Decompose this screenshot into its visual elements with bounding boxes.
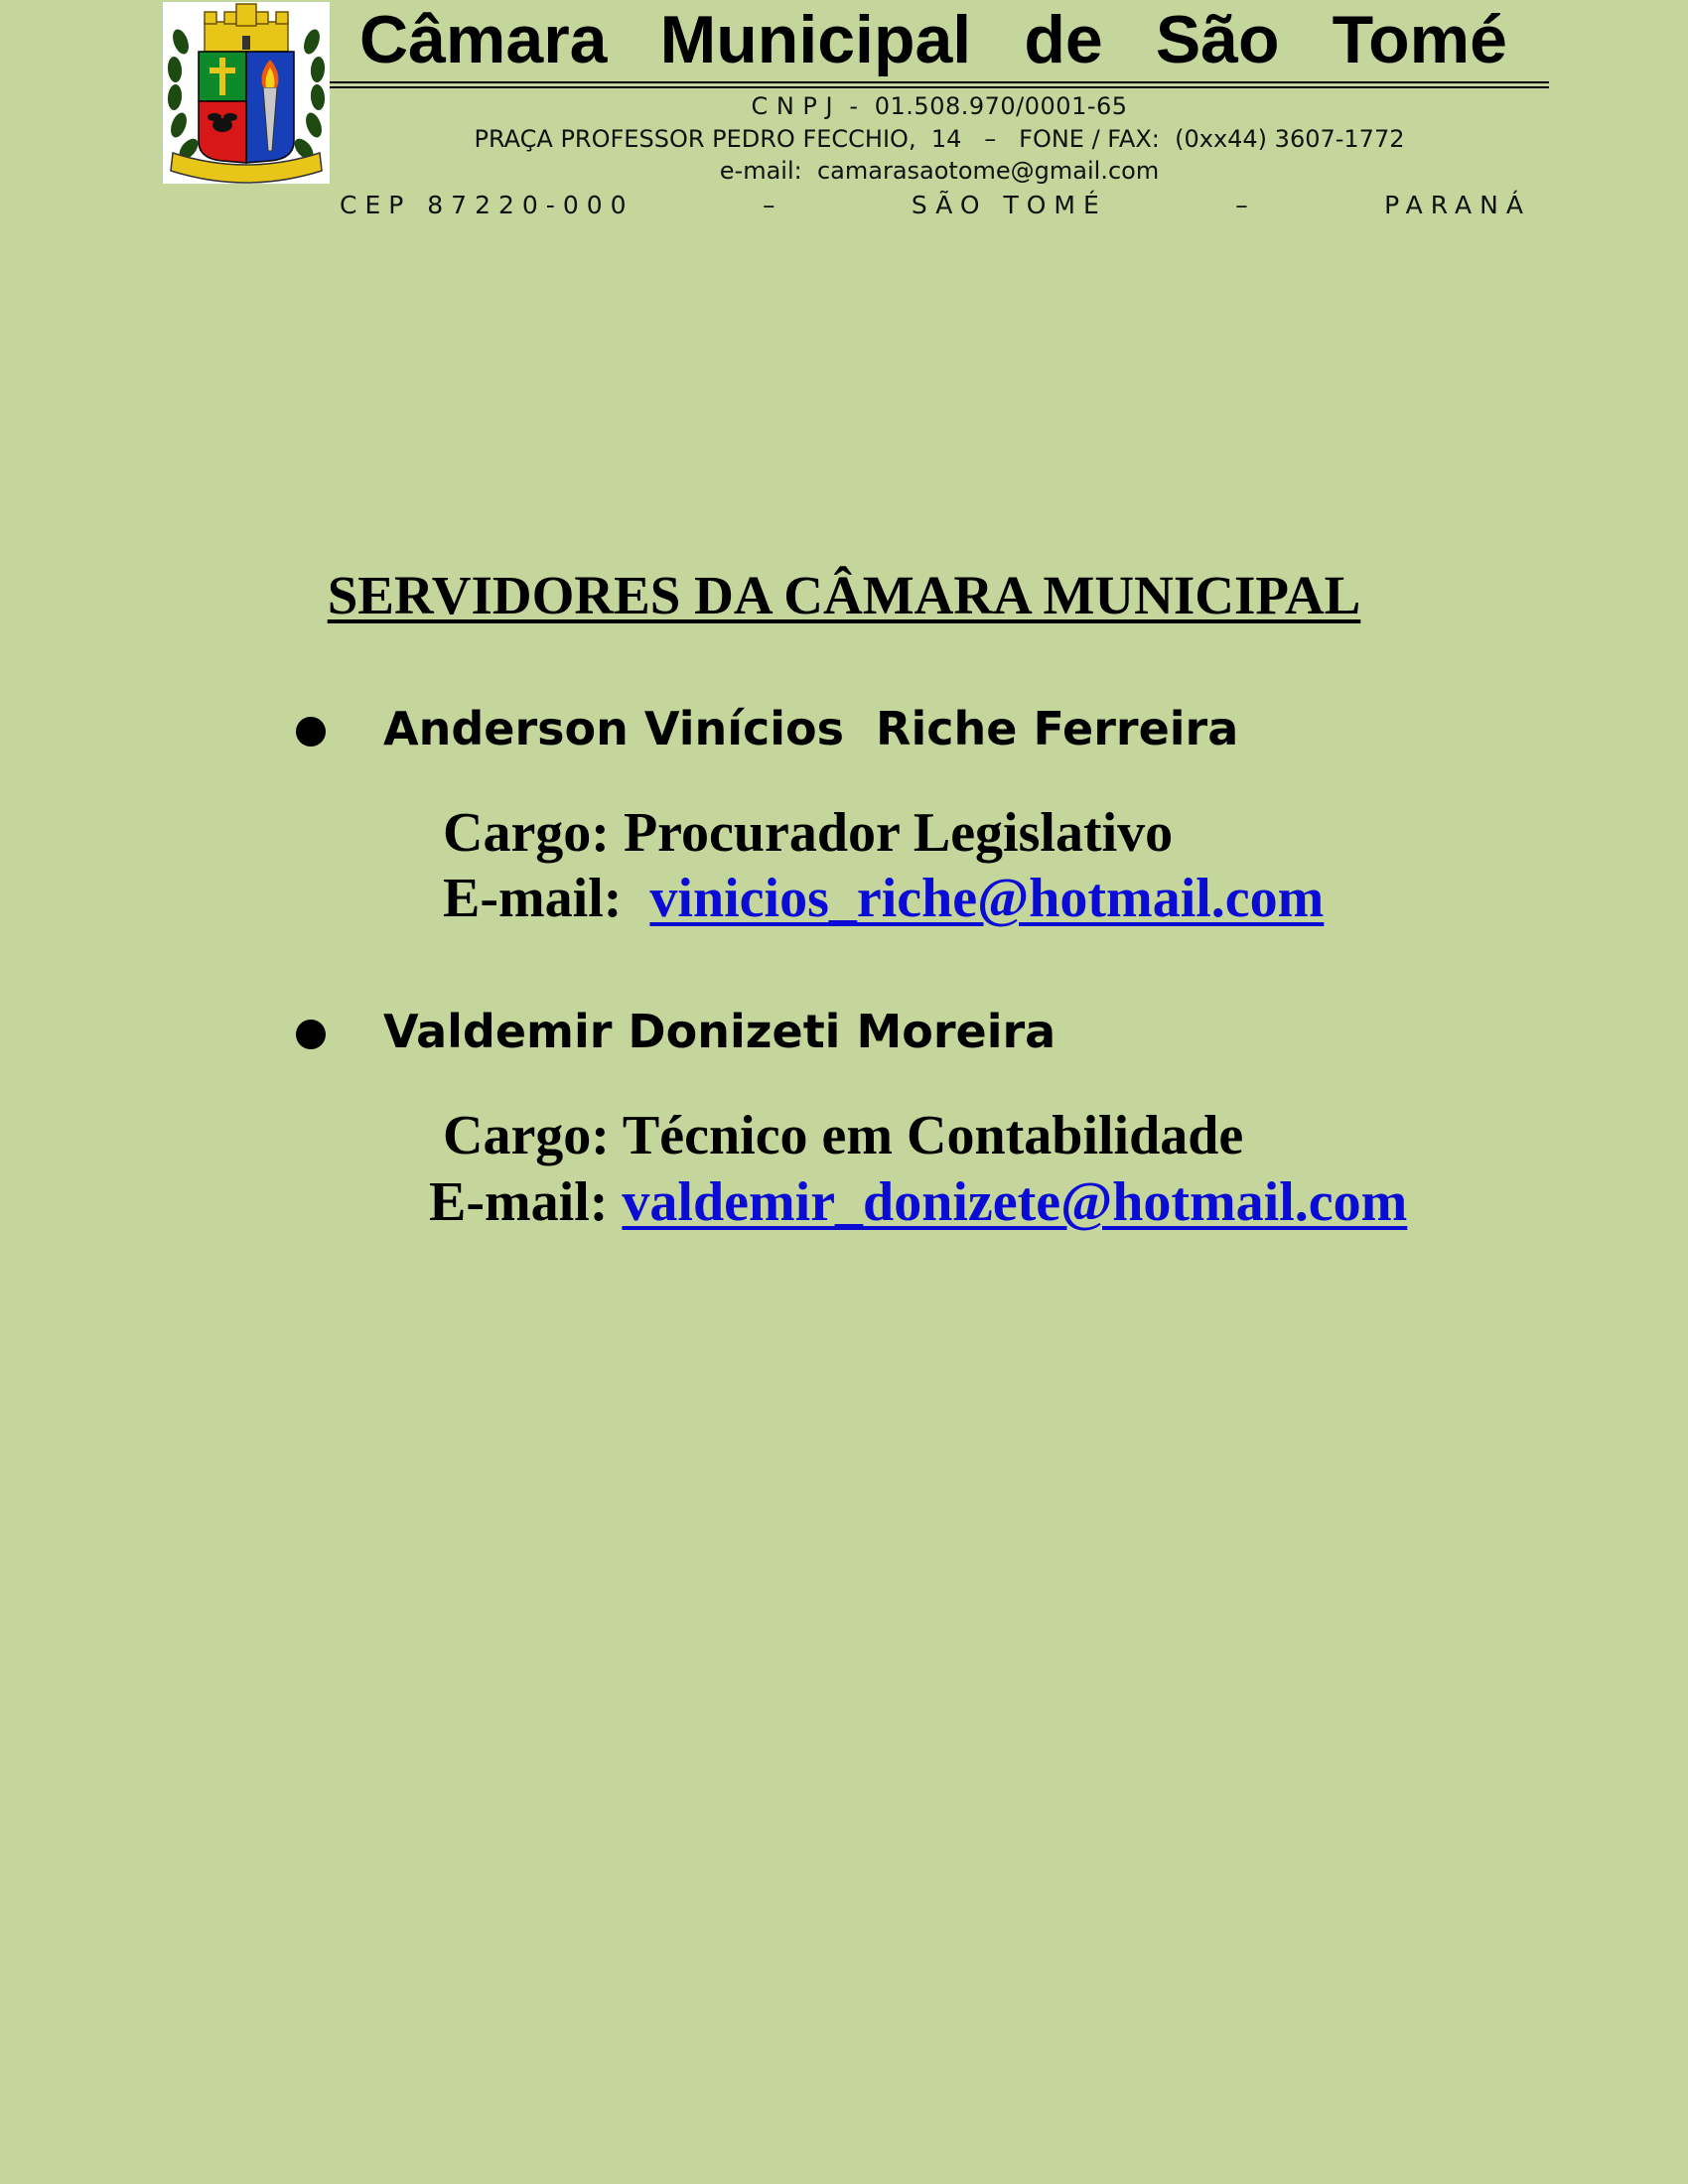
organization-name-word: de bbox=[1024, 2, 1103, 77]
staff-email-label: E-mail: bbox=[429, 1171, 623, 1233]
header-state: PARANÁ bbox=[1384, 191, 1531, 219]
staff-email-label: E-mail: bbox=[443, 868, 650, 929]
header-separator: – bbox=[762, 191, 783, 219]
header-email: e-mail: camarasaotome@gmail.com bbox=[719, 157, 1160, 185]
staff-name: Anderson Vinícios Riche Ferreira bbox=[383, 702, 1239, 755]
organization-name-word: São bbox=[1155, 2, 1280, 77]
bullet-icon bbox=[296, 1020, 326, 1049]
header-cep-city-state bbox=[340, 189, 1531, 222]
organization-name bbox=[330, 0, 1549, 79]
header-cnpj: C N P J - 01.508.970/0001-65 bbox=[751, 92, 1128, 120]
staff-email-line bbox=[429, 1169, 1407, 1235]
staff-email-link[interactable]: vinicios_riche@hotmail.com bbox=[649, 868, 1325, 929]
staff-role: Cargo: Procurador Legislativo bbox=[443, 802, 1174, 864]
staff-email-link[interactable]: valdemir_donizete@hotmail.com bbox=[622, 1171, 1408, 1233]
header-city: SÃO TOMÉ bbox=[911, 191, 1107, 219]
staff-email-line bbox=[443, 866, 1324, 931]
header-separator: – bbox=[1235, 191, 1256, 219]
organization-name-word: Câmara bbox=[359, 2, 608, 77]
organization-name-word: Municipal bbox=[659, 2, 972, 77]
staff-role: Cargo: Técnico em Contabilidade bbox=[443, 1105, 1244, 1166]
municipal-crest-logo bbox=[163, 2, 330, 184]
page-title: SERVIDORES DA CÂMARA MUNICIPAL bbox=[327, 565, 1361, 625]
header-address-phone: PRAÇA PROFESSOR PEDRO FECCHIO, 14 – FONE / FAX: (0xx44) 3607-1772 bbox=[474, 125, 1405, 153]
staff-name: Valdemir Donizeti Moreira bbox=[383, 1005, 1056, 1058]
bullet-icon bbox=[296, 717, 326, 747]
header-cep: CEP 87220-000 bbox=[340, 191, 634, 219]
header-divider bbox=[330, 81, 1549, 83]
header-divider bbox=[330, 86, 1549, 88]
organization-name-word: Tomé bbox=[1332, 2, 1507, 77]
